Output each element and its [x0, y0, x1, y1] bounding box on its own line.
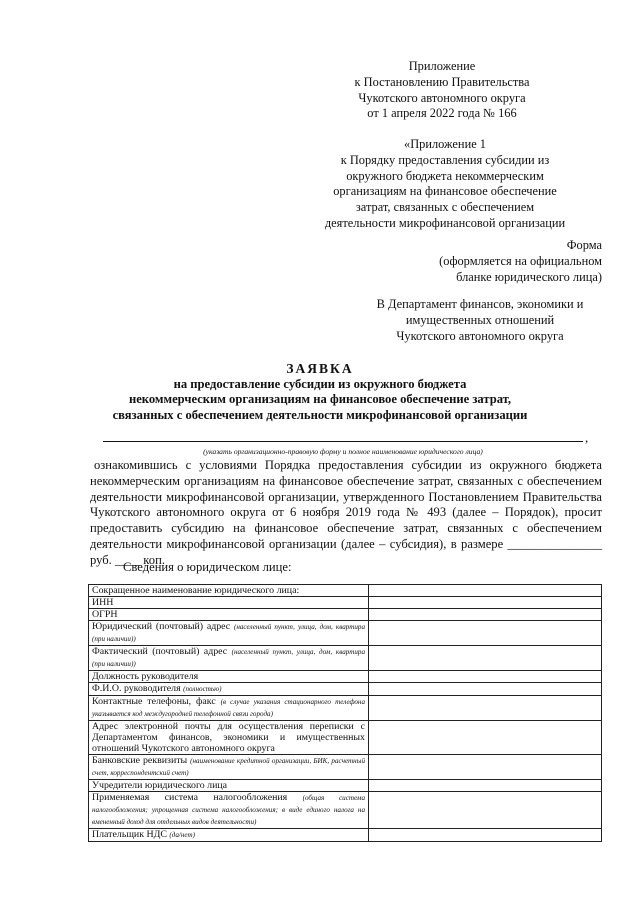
title-main: ЗАЯВКА — [286, 361, 354, 376]
field-label-cell — [89, 597, 369, 609]
table-row — [89, 829, 602, 842]
title-line: некоммерческим организациям на финансовое обеспечение затрат, — [128, 392, 512, 406]
table-row — [89, 696, 602, 721]
organization-name-field[interactable] — [103, 441, 583, 442]
field-label: Ф.И.О. руководителя — [92, 683, 181, 694]
table-row — [89, 621, 602, 646]
addressee-line: В Департамент финансов, экономики и — [376, 297, 584, 311]
title-line: связанных с обеспечением деятельности микрофинансовой организации — [112, 407, 528, 422]
field-value-cell[interactable] — [369, 585, 602, 597]
table-row — [89, 671, 602, 683]
field-hint: (наименование кредитной организации, БИК, расчетный счет, корреспондентский счет) — [92, 757, 366, 777]
field-label-cell — [89, 696, 369, 721]
field-value-cell[interactable] — [369, 792, 602, 829]
field-label: Должность руководителя — [92, 671, 199, 682]
field-hint: (в случае указания стационарного телефона указывается код междугородней телефонной связи города) — [92, 698, 365, 718]
field-label-cell — [89, 721, 369, 755]
field-hint: (да/нет) — [169, 831, 195, 839]
organization-name-hint: (указать организационно-правовую форму и полное наименование юридического лица) — [203, 447, 483, 456]
appendix1-line: деятельности микрофинансовой организации — [324, 215, 566, 230]
title-line: на предоставление субсидии из окружного бюджета — [173, 376, 467, 391]
field-value-cell[interactable] — [369, 683, 602, 696]
appendix1-line: организациям на финансовое обеспечение — [333, 184, 557, 199]
field-label: Учредители юридического лица — [92, 780, 228, 791]
field-label: Банковские реквизиты — [92, 755, 188, 766]
document-title — [0, 361, 640, 423]
field-value-cell[interactable] — [369, 621, 602, 646]
appendix-line: Приложение — [408, 59, 476, 73]
field-value-cell[interactable] — [369, 721, 602, 755]
field-label-cell — [89, 829, 369, 842]
field-hint: (полностью) — [183, 685, 222, 693]
appendix1-line: затрат, связанных с обеспечением — [355, 200, 535, 215]
field-hint: (населенный пункт, улица, дом, квартира (при наличии)) — [92, 648, 366, 668]
field-label-cell — [89, 609, 369, 621]
field-hint: (населенный пункт, улица, дом, квартира (при наличии)) — [92, 623, 365, 643]
application-body: ознакомившись с условиями Порядка предоставления субсидии из окружного бюджета некоммерческим организациям на финансовое обеспечение затрат, связанных с обеспечением деятельности микрофинансовой организации, утвержденного Постановлением Правительства Чукотского автономного округа от 6 ноября 2019 года № 493 (далее – Порядок), просит предоставить субсидию на финансовое обеспечение затрат, связанных с обеспечением деятельности микрофинансовой организации (далее – субсидия), в размере _______________ руб. ____ коп. — [90, 458, 602, 567]
table-row — [89, 646, 602, 671]
field-label: Применяемая система налогообложения — [92, 792, 288, 803]
field-label-cell — [89, 621, 369, 646]
table-row — [89, 597, 602, 609]
field-label: Сокращенное наименование юридического лица: — [92, 585, 300, 596]
field-hint: (общая система налогообложения; упрощенная система налогообложения; в виде единого налога на вмененный доход для отдельных видов деятельности) — [92, 794, 366, 826]
appendix1-line: «Приложение 1 — [404, 137, 486, 151]
field-label-cell — [89, 585, 369, 597]
field-label: ИНН — [92, 597, 114, 608]
table-row — [89, 585, 602, 597]
field-label: Адрес электронной почты для осуществления переписки с Департаментом финансов, экономики и имущественных отношений Чукотского автономного округа — [92, 721, 365, 754]
table-row — [89, 780, 602, 792]
field-value-cell[interactable] — [369, 696, 602, 721]
field-label: ОГРН — [92, 609, 118, 620]
field-value-cell[interactable] — [369, 780, 602, 792]
appendix-line: от 1 апреля 2022 года № 166 — [367, 106, 517, 121]
addressee-line: имущественных отношений — [405, 312, 555, 327]
table-row — [89, 609, 602, 621]
field-value-cell[interactable] — [369, 671, 602, 683]
field-value-cell[interactable] — [369, 646, 602, 671]
field-value-cell[interactable] — [369, 755, 602, 780]
field-label-cell — [89, 780, 369, 792]
table-row — [89, 792, 602, 829]
addressee — [350, 297, 610, 344]
field-label-cell — [89, 683, 369, 696]
field-label: Контактные телефоны, факс — [92, 696, 216, 707]
field-label-cell — [89, 792, 369, 829]
field-label-cell — [89, 671, 369, 683]
appendix-line: Чукотского автономного округа — [358, 90, 526, 105]
form-line: (оформляется на официальном — [439, 253, 602, 268]
appendix1-line: к Порядку предоставления субсидии из — [340, 152, 550, 167]
field-label: Фактический (почтовый) адрес — [92, 646, 228, 657]
field-value-cell[interactable] — [369, 597, 602, 609]
name-trailing-comma: , — [585, 430, 589, 445]
field-value-cell[interactable] — [369, 829, 602, 842]
field-label-cell — [89, 646, 369, 671]
appendix-line: к Постановлению Правительства — [354, 74, 530, 89]
legal-entity-info-heading: Сведения о юридическом лице: — [123, 560, 292, 574]
legal-entity-info-table — [88, 584, 602, 842]
form-line: Форма — [566, 238, 602, 252]
field-value-cell[interactable] — [369, 609, 602, 621]
appendix-header — [282, 59, 602, 122]
table-row — [89, 755, 602, 780]
appendix1-header — [280, 137, 610, 232]
form-note — [342, 238, 602, 285]
field-label-cell — [89, 755, 369, 780]
appendix1-line: окружного бюджета некоммерческим — [346, 168, 544, 183]
field-label: Плательщик НДС — [92, 829, 167, 840]
table-row — [89, 721, 602, 755]
field-label: Юридический (почтовый) адрес — [92, 621, 231, 632]
form-line: бланке юридического лица) — [456, 269, 602, 284]
addressee-line: Чукотского автономного округа — [396, 328, 564, 343]
table-row — [89, 683, 602, 696]
